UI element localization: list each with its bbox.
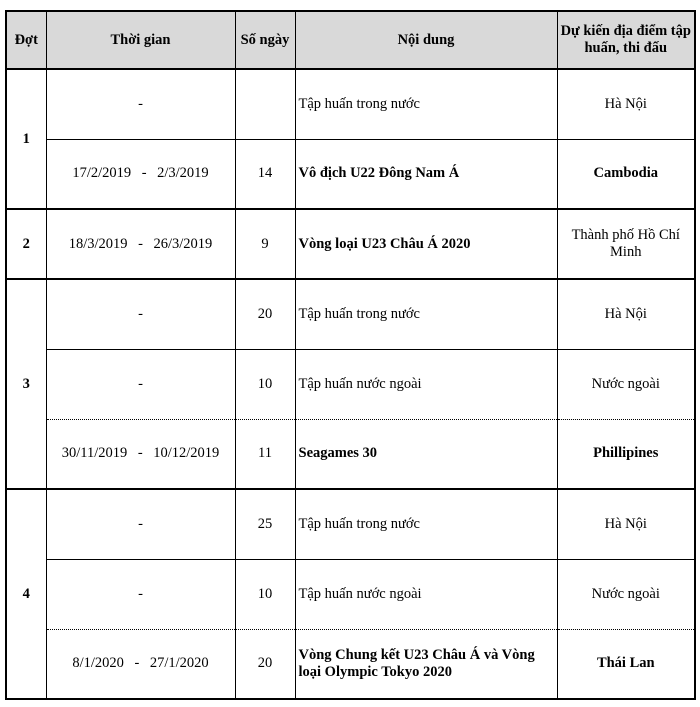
table-row — [6, 629, 695, 699]
time-cell — [46, 559, 235, 629]
header-content: Nội dung — [295, 11, 557, 69]
place-cell: Thành phố Hồ Chí Minh — [557, 209, 695, 279]
time-start: - — [138, 305, 143, 322]
header-row — [6, 11, 695, 69]
dot-cell: 2 — [6, 209, 46, 279]
content-cell: Vô địch U22 Đông Nam Á — [295, 139, 557, 209]
time-start: 17/2/2019 — [72, 165, 132, 182]
place-cell: Hà Nội — [557, 69, 695, 139]
place-cell: Nước ngoài — [557, 349, 695, 419]
content-cell: Tập huấn nước ngoài — [295, 349, 557, 419]
table-row — [6, 209, 695, 279]
days-cell: 25 — [235, 489, 295, 559]
content-cell: Tập huấn trong nước — [295, 69, 557, 139]
place-cell: Phillipines — [557, 419, 695, 489]
time-separator: - — [134, 655, 140, 672]
place-cell: Hà Nội — [557, 489, 695, 559]
header-time: Thời gian — [46, 11, 235, 69]
time-end: 10/12/2019 — [153, 445, 220, 462]
days-cell: 10 — [235, 559, 295, 629]
days-cell: 11 — [235, 419, 295, 489]
time-separator: - — [141, 165, 147, 182]
time-cell — [46, 489, 235, 559]
time-cell — [46, 139, 235, 209]
time-cell — [46, 629, 235, 699]
place-cell: Thái Lan — [557, 629, 695, 699]
header-dot: Đợt — [6, 11, 46, 69]
time-start: - — [138, 515, 143, 532]
dot-cell: 3 — [6, 279, 46, 489]
header-place: Dự kiến địa điểm tập huấn, thi đấu — [557, 11, 695, 69]
content-cell: Tập huấn nước ngoài — [295, 559, 557, 629]
time-end: 27/1/2020 — [149, 655, 209, 672]
table-row — [6, 559, 695, 629]
time-end: 26/3/2019 — [153, 235, 213, 252]
time-start: 18/3/2019 — [68, 235, 128, 252]
table-row — [6, 349, 695, 419]
header-days: Số ngày — [235, 11, 295, 69]
time-cell — [46, 69, 235, 139]
content-cell: Vòng loại U23 Châu Á 2020 — [295, 209, 557, 279]
place-cell: Cambodia — [557, 139, 695, 209]
time-end: 2/3/2019 — [157, 165, 209, 182]
time-start: - — [138, 375, 143, 392]
time-start: 30/11/2019 — [61, 445, 128, 462]
time-start: 8/1/2020 — [72, 655, 124, 672]
table-row — [6, 279, 695, 349]
days-cell: 20 — [235, 279, 295, 349]
time-cell — [46, 279, 235, 349]
days-cell: 9 — [235, 209, 295, 279]
table-row — [6, 139, 695, 209]
dot-cell: 4 — [6, 489, 46, 699]
days-cell: 10 — [235, 349, 295, 419]
dot-cell: 1 — [6, 69, 46, 209]
time-cell — [46, 419, 235, 489]
time-start: - — [138, 95, 143, 112]
time-cell — [46, 209, 235, 279]
time-separator: - — [137, 445, 143, 462]
table-row — [6, 489, 695, 559]
table-row — [6, 69, 695, 139]
days-cell: 20 — [235, 629, 295, 699]
content-cell: Tập huấn trong nước — [295, 279, 557, 349]
content-cell: Seagames 30 — [295, 419, 557, 489]
table-row — [6, 419, 695, 489]
place-cell: Nước ngoài — [557, 559, 695, 629]
time-separator: - — [138, 235, 143, 252]
content-cell: Tập huấn trong nước — [295, 489, 557, 559]
time-start: - — [138, 585, 143, 602]
days-cell: 14 — [235, 139, 295, 209]
days-cell — [235, 69, 295, 139]
schedule-table — [5, 10, 696, 700]
place-cell: Hà Nội — [557, 279, 695, 349]
content-cell: Vòng Chung kết U23 Châu Á và Vòng loại Olympic Tokyo 2020 — [295, 629, 557, 699]
time-cell — [46, 349, 235, 419]
